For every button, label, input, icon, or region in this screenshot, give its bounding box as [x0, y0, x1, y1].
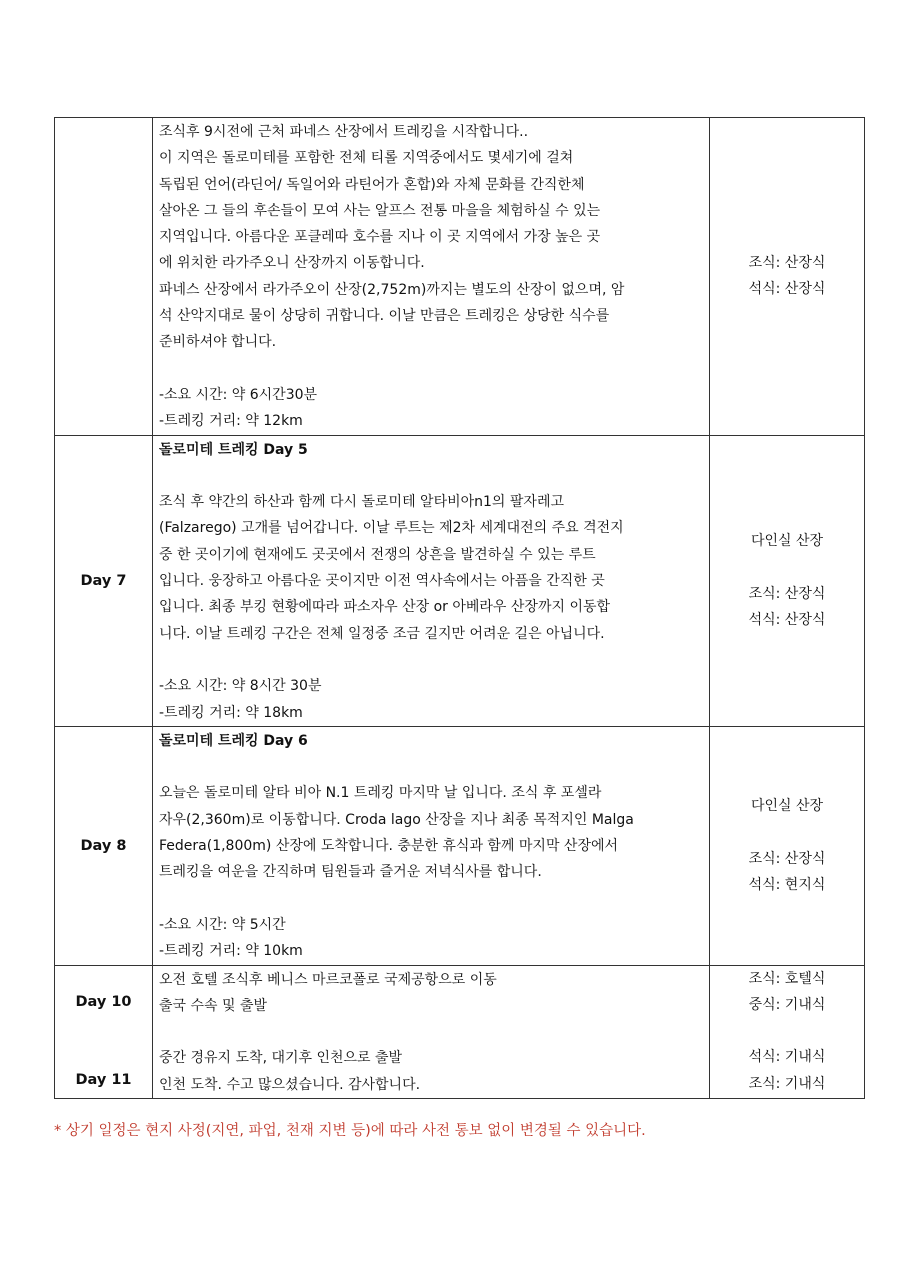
day-label: Day 10 — [75, 993, 132, 1010]
meal-cell — [710, 726, 865, 965]
desc-line: 파네스 산장에서 라가주오이 산장(2,752m)까지는 별도의 산장이 없으며, 암 — [159, 281, 625, 298]
breakfast-meal: 조식: 산장식 — [748, 850, 826, 867]
desc-line: 트레킹을 여운을 간직하며 팀원들과 즐거운 저녁식사를 합니다. — [159, 864, 542, 881]
blank-line — [159, 886, 701, 912]
meal-cell — [710, 118, 865, 436]
desc-line: 인천 도착. 수고 많으셨습니다. 감사합니다. — [159, 1076, 421, 1093]
desc-line: 조식 후 약간의 하산과 함께 다시 돌로미테 알타비아n1의 팔자레고 — [159, 494, 565, 511]
desc-line: 입니다. 최종 부킹 현황에따라 파소자우 산장 or 아베라우 산장까지 이동합 — [159, 599, 611, 616]
meal-cell — [710, 965, 865, 1098]
desc-line: 니다. 이날 트레킹 구간은 전체 일정중 조금 길지만 어려운 길은 아닙니다. — [159, 625, 605, 642]
breakfast-meal: 조식: 산장식 — [748, 585, 826, 602]
blank-line — [159, 647, 701, 673]
dinner-meal: 석식: 기내식 — [748, 1049, 826, 1066]
desc-line: 독립된 언어(라딘어/ 독일어와 라틴어가 혼합)와 자체 문화를 간직한체 — [159, 176, 585, 193]
description-cell — [153, 726, 710, 965]
blank-line — [159, 754, 701, 780]
duration-line: -소요 시간: 약 6시간30분 — [159, 386, 318, 403]
blank-line — [159, 463, 701, 489]
blank-line — [710, 554, 864, 580]
breakfast-meal: 조식: 기내식 — [748, 1075, 826, 1092]
day-cell — [55, 118, 153, 436]
breakfast-meal: 조식: 호텔식 — [748, 970, 826, 987]
desc-line: 입니다. 웅장하고 아름다운 곳이지만 이전 역사속에서는 아픔을 간직한 곳 — [159, 573, 605, 590]
desc-line: 준비하셔야 합니다. — [159, 334, 277, 351]
lodging: 다인실 산장 — [750, 533, 824, 550]
desc-line: 조식후 9시전에 근처 파네스 산장에서 트레킹을 시작합니다.. — [159, 124, 529, 140]
dinner-meal: 석식: 산장식 — [748, 281, 826, 298]
desc-line: 중 한 곳이기에 현재에도 곳곳에서 전쟁의 상흔을 발견하실 수 있는 루트 — [159, 546, 596, 563]
day-title: 돌로미테 트레킹 Day 6 — [159, 732, 308, 749]
dinner-meal: 석식: 산장식 — [748, 611, 826, 628]
desc-line: 출국 수속 및 출발 — [159, 997, 268, 1014]
breakfast-meal: 조식: 산장식 — [748, 254, 826, 271]
itinerary-row — [55, 965, 865, 1098]
day-cell — [55, 965, 153, 1098]
desc-line: 지역입니다. 아름다운 포클레따 호수를 지나 이 곳 지역에서 가장 높은 곳 — [159, 229, 601, 246]
schedule-change-notice: * 상기 일정은 현지 사정(지연, 파업, 천재 지변 등)에 따라 사전 통보 없이 변경될 수 있습니다. — [54, 1123, 646, 1139]
desc-line: 자우(2,360m)로 이동합니다. Croda lago 산장을 지나 최종 목적지인 Malga — [159, 811, 634, 828]
desc-line: 중간 경유지 도착, 대기후 인천으로 출발 — [159, 1050, 403, 1067]
itinerary-table — [54, 117, 865, 1099]
description-cell — [153, 435, 710, 726]
distance-line: -트레킹 거리: 약 12km — [159, 413, 303, 430]
blank-line — [159, 1019, 701, 1045]
desc-line: 이 지역은 돌로미테를 포함한 전체 티롤 지역중에서도 몇세기에 걸쳐 — [159, 150, 574, 167]
distance-line: -트레킹 거리: 약 18km — [159, 704, 303, 721]
blank-line — [710, 819, 864, 845]
desc-line: 석 산악지대로 물이 상당히 귀합니다. 이날 만큼은 트레킹은 상당한 식수를 — [159, 308, 610, 325]
desc-line: Federa(1,800m) 산장에 도착합니다. 충분한 휴식과 함께 마지막 산장에서 — [159, 838, 619, 855]
day-title: 돌로미테 트레킹 Day 5 — [159, 441, 308, 458]
blank-line — [710, 1018, 864, 1044]
lunch-meal: 중식: 기내식 — [748, 996, 826, 1013]
desc-line: 살아온 그 들의 후손들이 모여 사는 알프스 전통 마을을 체험하실 수 있는 — [159, 202, 601, 219]
lodging: 다인실 산장 — [750, 798, 824, 815]
duration-line: -소요 시간: 약 5시간 — [159, 916, 286, 933]
blank-line — [159, 356, 701, 382]
itinerary-row — [55, 435, 865, 726]
day-label: Day 7 — [55, 435, 153, 726]
day-label: Day 8 — [55, 726, 153, 965]
duration-line: -소요 시간: 약 8시간 30분 — [159, 678, 322, 695]
description-cell — [153, 118, 710, 436]
distance-line: -트레킹 거리: 약 10km — [159, 943, 303, 960]
desc-line: 에 위치한 라가주오니 산장까지 이동합니다. — [159, 255, 425, 272]
desc-line: 오전 호텔 조식후 베니스 마르코폴로 국제공항으로 이동 — [159, 971, 497, 988]
itinerary-row — [55, 726, 865, 965]
desc-line: (Falzarego) 고개를 넘어갑니다. 이날 루트는 제2차 세계대전의 주요 격전지 — [159, 520, 624, 537]
description-cell — [153, 965, 710, 1098]
desc-line: 오늘은 돌로미테 알타 비아 N.1 트레킹 마지막 날 입니다. 조식 후 포셀라 — [159, 785, 602, 802]
itinerary-row — [55, 118, 865, 436]
dinner-meal: 석식: 현지식 — [748, 876, 826, 893]
day-label: Day 11 — [75, 1071, 132, 1088]
meal-cell — [710, 435, 865, 726]
